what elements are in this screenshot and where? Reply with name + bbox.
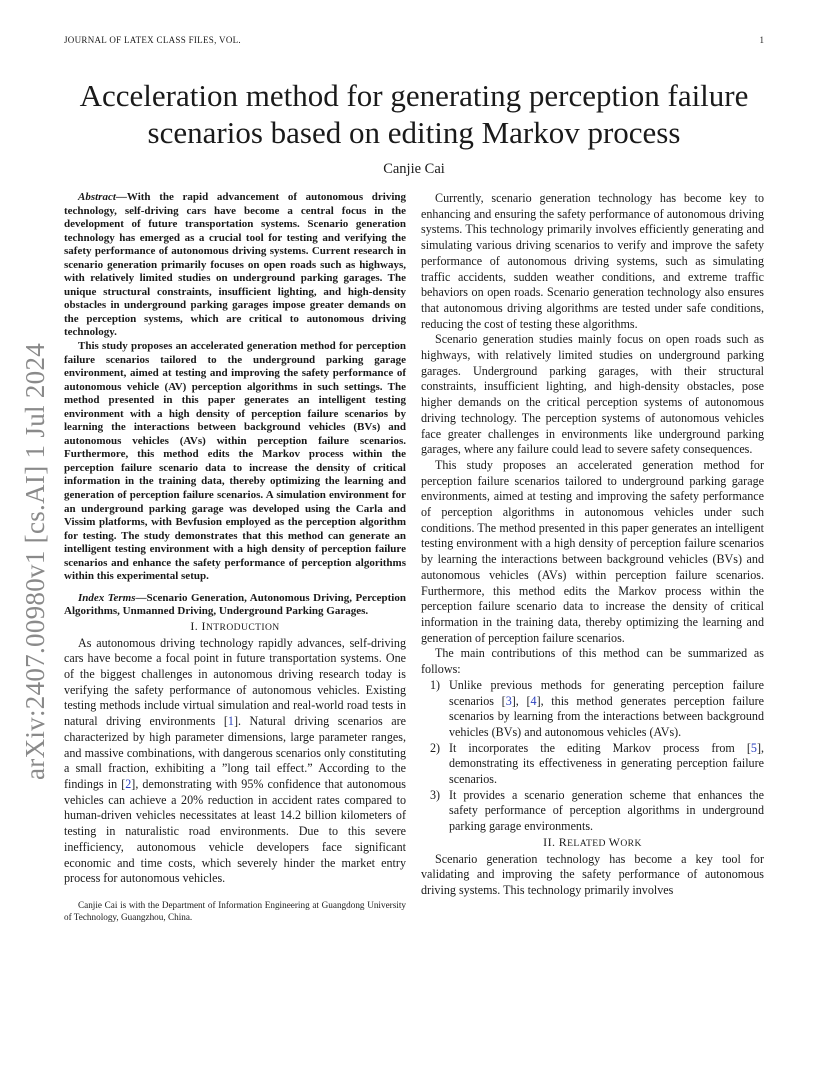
citation-link-5[interactable]: 5 [750,740,757,755]
abstract-paragraph-2: This study proposes an accelerated generation method for perception failure scenarios tailored to the underground parking garage environment, aimed at testing and improving the safety performance of autonomous vehicle (AV) perception algorithms in such settings. The method presented in this paper generates an intelligent testing environment with a high density of perception failure scenarios by learning the interactions between background vehicles (BVs) and autonomous vehicles (AVs) within perception failure scenarios. Furthermore, this method edits the Markov process within the perception failure scenario data to increase the density of critical information in the training data, thereby optimizing the learning and generation of perception failure scenarios. A simulation environment for an underground parking garage was developed using the Carla and Vissim platforms, with Bevfusion employed as the perception algorithm for testing. The study demonstrates that this method can generate an intelligent testing environment with a high density of perception failure scenarios and enhance the safety performance of perception algorithms within this experimental setup. [64,340,406,583]
index-terms: Index Terms—Scenario Generation, Autonomous Driving, Perception Algorithms, Unmanned Driving, Underground Parking Garages. [64,591,406,618]
intro-paragraph: As autonomous driving technology rapidly advances, self-driving cars have become a focal point in future transportation systems. One of the biggest challenges in autonomous driving research today is verifying the safety performance of autonomous vehicles. Existing testing methods include virtual simulation and real-world road tests in natural driving environments [1]. Natural driving scenarios are characterized by high parameter dimensions, large parameter ranges, and massive combinations, with dangerous scenarios only constituting a small fraction, exhibiting a ”long tail effect.” According to the findings in [2], demonstrating with 95% confidence that autonomous vehicles can achieve a 20% reduction in accident rates compared to human-driven vehicles necessitates at least 14.2 billion kilometers of testing in naturalistic road environments. Due to this severe inefficiency, autonomous vehicle developers face significant economic and time costs, which severely hinder the market entry process for autonomous vehicles. [64,635,407,886]
abstract-label: Abstract [78,191,116,203]
contributions-list [421,678,764,835]
left-column [64,191,406,923]
list-item: 2) It incorporates the editing Markov process from [5], demonstrating its effectiveness in generating perception failure scenarios. [430,740,764,787]
paper-title: Acceleration method for generating perception failure scenarios based on editing Markov process [79,78,749,150]
body-paragraph-1: Currently, scenario generation technology has become key to enhancing and ensuring the safety performance of autonomous driving systems. This technology primarily involves efficiently generating and simulating various driving scenarios to verify and improve the safety performance of autonomous driving systems, such as simulating traffic accidents, sudden weather conditions, and extreme traffic behaviors on open roads. Scenario generation technology also ensures that autonomous driving algorithms are tested under safe conditions, reducing the cost of testing these algorithms. [421,191,764,331]
body-paragraph-3: This study proposes an accelerated generation method for perception failure scenarios tailored to underground parking garage environments, aimed at testing and improving the safety performance of perception algorithms in autonomous vehicles under such conditions. The method presented in this paper generates an intelligent testing environment with a high density of perception failure scenarios by learning the interactions between background vehicles (BVs) and autonomous vehicles (AVs) within perception failure scenarios. Furthermore, this method edits the Markov process within the perception failure scenario data to increase the density of critical information in the training data, thereby optimizing the learning and generation of perception failure scenarios. [421,457,764,645]
body-paragraph-4: The main contributions of this method can be summarized as follows: [421,646,764,677]
citation-link-4[interactable]: 4 [530,693,537,708]
list-item: 3) It provides a scenario generation scheme that enhances the safety performance of perception algorithms in underground parking garage environments. [430,787,764,834]
author: Canjie Cai [383,161,445,177]
right-column [421,191,764,899]
abstract [64,191,406,584]
page-number: 1 [759,35,764,45]
section-heading-related-work: II. RELATED WORK [543,834,642,849]
citation-link-2[interactable]: 2 [125,776,132,791]
section-heading-introduction: I. INTRODUCTION [190,618,280,633]
author-footnote: Canjie Cai is with the Department of Information Engineering at Guangdong University of Technology, Guangzhou, China. [64,899,406,922]
journal-header: JOURNAL OF LATEX CLASS FILES, VOL. [64,35,241,45]
index-terms-label: Index Terms [78,591,136,604]
citation-link-3[interactable]: 3 [505,693,512,708]
abstract-paragraph-1: Abstract—With the rapid advancement of autonomous driving technology, self-driving cars have become a central focus in the development of future transportation systems. Scenario generation technology has emerged as a crucial tool for testing and verifying the safety performance of autonomous driving systems. Current research in scenario generation primarily focuses on open roads such as highways, with relatively limited studies on underground parking garages. The unique structural constraints, insufficient lighting, and high-density obstacles in underground parking garages impose greater demands on the perception systems, which are critical to autonomous driving technology. [64,191,406,339]
arxiv-stamp[interactable]: arXiv:2407.00980v1 [cs.AI] 1 Jul 2024 [20,342,50,780]
body-paragraph-2: Scenario generation studies mainly focus on open roads such as highways, with relatively limited studies on underground parking garages. Underground parking garages, with their structural constraints, insufficient lighting, and high-density obstacles, pose higher demands on the critical perception systems of autonomous driving technology. The perception systems of autonomous vehicles face greater challenges in environments like underground parking garages, where any failure could lead to severe safety consequences. [421,332,764,457]
list-item: 1) Unlike previous methods for generating perception failure scenarios [3], [4], this method generates perception failure scenarios by learning from the interactions between background vehicles (BVs) and autonomous vehicles (AVs). [430,677,764,739]
citation-link-1[interactable]: 1 [227,714,234,729]
related-work-paragraph: Scenario generation technology has become a key tool for validating and improving the safety performance of autonomous driving systems. This technology primarily involves [421,851,764,897]
